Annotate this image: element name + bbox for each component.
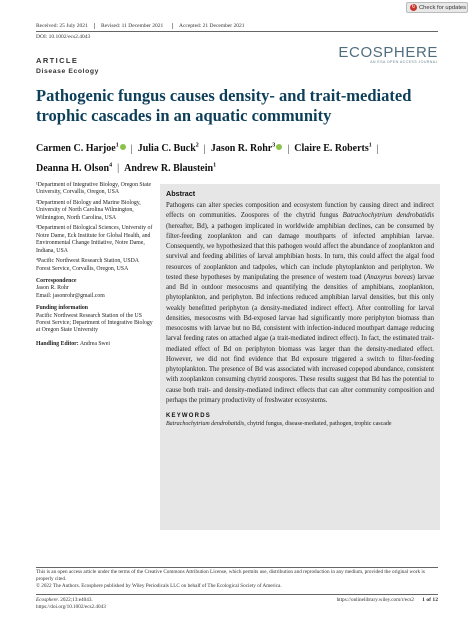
author-2[interactable]: Julia C. Buck$^2$ [137, 143, 199, 155]
keywords-list: Batrachochytrium dendrobatidis, chytrid fungus, disease-mediated, pathogen, trophic cascade [166, 421, 392, 427]
keywords-heading: KEYWORDS [166, 413, 211, 419]
page-title: Pathogenic fungus causes density- and trait-mediated trophic cascades in an aquatic community [36, 86, 412, 125]
citation-doi[interactable]: https://doi.org/10.1002/ecs2.4043 [36, 604, 106, 610]
abstract-box [160, 184, 440, 530]
journal-logo [338, 44, 438, 64]
affiliation-1: ¹Department of Integrative Biology, Oregon State University, Corvallis, Oregon, USA [36, 182, 152, 196]
funding-heading: Funding information [36, 305, 89, 312]
accepted-date: Accepted: 21 December 2021 [172, 23, 245, 29]
citation: Ecosphere. 2022;13:e4043. [36, 597, 93, 603]
orcid-icon[interactable] [276, 144, 282, 150]
header-rule [36, 31, 438, 32]
sidebar [36, 182, 154, 351]
copyright-text: © 2022 The Authors. Ecosphere published by Wiley Periodicals LLC on behalf of The Ecological Society of America. [36, 583, 282, 589]
topic-label: Disease Ecology [36, 68, 100, 75]
refresh-icon: ↻ [411, 4, 416, 10]
footer-rule-2 [36, 594, 438, 595]
author-6[interactable]: Andrew R. Blaustein$^1$ [124, 162, 217, 174]
abstract-text: Pathogens can alter species composition and ecosystem function by causing direct and indirect effects on communities. Zoospores of the chytrid fungus Batrachochytrium dendrobatidis (hereafter, Bd), a pathogen implicated in worldwide amphibian declines, can be consumed by filter-feeding zooplankton and can damage mouthparts of infected amphibian larvae. Consequently, we hypothesized that this pathogen would affect the abundance of zooplankton and survival and feeding abilities of larval amphibian hosts. In turn, this could affect the algal food resources of zooplankton and tadpoles, which can include phytoplankton and periphyton. We tested these hypotheses by manipulating the presence of western toad (Anaxyrus boreas) larvae and Bd in outdoor mesocosms and quantifying the densities of amphibians, zooplankton, phytoplankton, and periphyton. Bd infections reduced amphibian larval densities, but this only weakly benefitted periphyton (a density-mediated indirect effect). After controlling for larval densities, mesocosms with Bd-exposed larvae had significantly more periphyton biomass than mesocosms with larvae but no Bd, consistent with infection-induced mouthpart damage reducing larval feeding rates on attached algae (a trait-mediated indirect effect). In fact, the estimated trait-mediated effect of Bd on periphyton biomass was larger than the density-mediated effect. However, we did not find evidence that Bd exposure triggered a switch to filter-feeding phytoplankton. The presence of Bd was associated with increased copepod abundance, consistent with zooplankton consuming chytrid zoospores. These results suggest that Bd has the potential to cause both trait- and density-mediated indirect effects that can alter community composition and perhaps the primary productivity of freshwater ecosystems. [166, 202, 434, 404]
funding-text: Pacific Northwest Research Station of the US Forest Service; Department of Integrative Biology at Oregon State University [36, 312, 153, 334]
check-for-updates-button[interactable] [406, 2, 468, 13]
author-separator: | [128, 143, 138, 155]
page-number: 1 of 12 [422, 597, 438, 603]
orcid-icon[interactable] [120, 144, 126, 150]
footer-rule [36, 567, 438, 568]
author-separator: | [114, 162, 125, 174]
affiliation-2: ²Department of Biology and Marine Biology, University of North Carolina Wilmington, Wilmington, North Carolina, USA [36, 200, 141, 221]
author-4[interactable]: Claire E. Roberts$^1$ [294, 143, 372, 155]
author-1[interactable]: Carmen C. Harjoe$^1$ [36, 143, 126, 154]
affiliation-3: ³Department of Biological Sciences, University of Notre Dame, Eck Institute for Global Health, and Environmental Change Initiative, Notre Dame, Indiana, USA [36, 225, 153, 254]
author-separator: | [284, 143, 295, 155]
correspondence-email[interactable]: Email: jasonrohr@gmail.com [36, 292, 105, 299]
doi: DOI: 10.1002/ecs2.4043 [36, 34, 91, 40]
license-text: This is an open access article under the terms of the Creative Commons Attribution License, which permits use, distribution and reproduction in any medium, provided the original work is properly cited. [36, 569, 425, 582]
author-separator: | [374, 143, 382, 155]
received-date: Received: 25 July 2021 [36, 23, 88, 29]
revised-date: Revised: 11 December 2021 [94, 23, 163, 29]
journal-logo-tagline: AN ESA OPEN ACCESS JOURNAL [370, 60, 438, 64]
correspondence-heading: Correspondence [36, 278, 77, 285]
author-list [36, 138, 436, 177]
affiliation-4: ⁴Pacific Northwest Research Station, USDA Forest Service, Corvallis, Oregon, USA [36, 258, 139, 272]
check-for-updates-label: Check for updates [419, 4, 467, 11]
author-5[interactable]: Deanna H. Olson$^4$ [36, 162, 113, 174]
author-3[interactable]: Jason R. Rohr$^3$ [211, 143, 282, 154]
author-separator: | [201, 143, 211, 155]
article-type: ARTICLE [36, 56, 79, 65]
journal-logo-name: ECOSPHERE [338, 44, 438, 61]
abstract-heading: Abstract [166, 189, 196, 198]
journal-url[interactable]: https://onlinelibrary.wiley.com/r/ecs2 [336, 597, 414, 603]
handling-editor: Handling Editor: Andrea Swei [36, 340, 110, 347]
correspondence-name: Jason R. Rohr [36, 285, 69, 292]
